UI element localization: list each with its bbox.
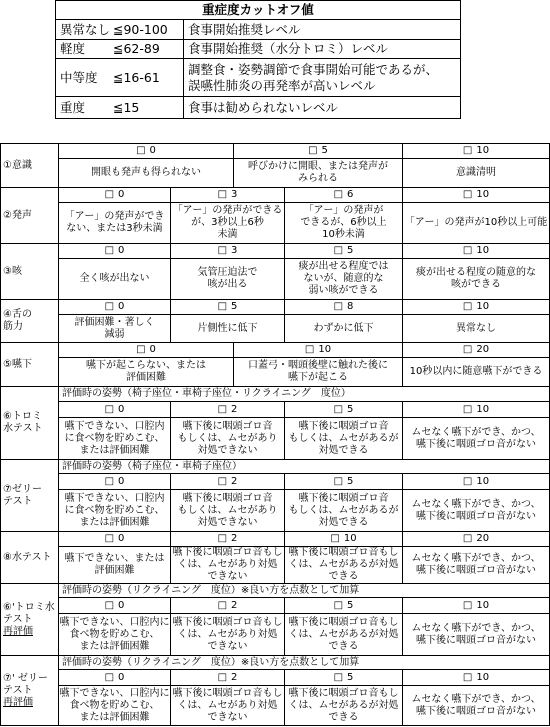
score-option[interactable]: [59, 598, 170, 613]
score-checkbox[interactable]: □: [333, 475, 344, 487]
score-value: 0: [149, 145, 156, 156]
score-option[interactable]: [171, 670, 284, 685]
score-checkbox[interactable]: □: [104, 189, 115, 200]
severity-level: 重度: [60, 99, 86, 115]
criterion-text: 嚥下後に咽頭ゴロ音 もしくは、ムセがあるが 対処できる: [288, 420, 399, 456]
score-option[interactable]: [59, 402, 170, 417]
criterion-cell: [171, 203, 284, 243]
criterion-cell: [171, 490, 284, 531]
criterion-text: 「アー」の発声が できるが、6秒以上 10秒未満: [300, 205, 387, 240]
criterion-text: 嚥下後に咽頭ゴロ音 もしくは、ムセがあり 対処できない: [177, 420, 278, 456]
score-option[interactable]: [234, 144, 402, 158]
criterion-cell: [403, 547, 549, 583]
item-name: ④舌の 筋力: [3, 309, 32, 332]
criterion-text: 10秒以内に随意嚥下ができる: [409, 366, 543, 377]
cutoff-description-cell: [184, 40, 460, 58]
item-name: ⑥トロミ 水テスト: [3, 411, 43, 434]
score-value: 0: [118, 671, 125, 683]
item-label-cell: [1, 300, 58, 342]
cutoff-description: 調整食・姿勢調節で食事開始可能であるが、 誤嚥性肺炎の再発率が高いレベル: [188, 61, 439, 93]
criterion-text: ムセなく嚥下ができ、かつ、 嚥下後に咽頭ゴロ音がない: [411, 693, 541, 717]
criterion-text: 嚥下後に咽頭ゴロ音もし くは、ムセがあるが対処 できる: [288, 687, 399, 723]
posture-instruction: 評価時の姿勢（椅子座位・車椅子座位）: [62, 460, 242, 472]
severity-level: 中等度: [60, 69, 98, 85]
item-label-cell: [1, 656, 58, 725]
cutoff-level-cell: [56, 40, 183, 58]
score-checkbox[interactable]: □: [333, 189, 344, 200]
cutoff-description-cell: [184, 20, 460, 39]
posture-instruction: 評価時の姿勢（リクライニング 度位）※良い方を点数として加算: [62, 584, 360, 596]
criterion-cell: [59, 315, 170, 342]
criterion-text: 嚥下できない、または 評価困難: [64, 553, 165, 576]
criterion-text: 嚥下後に咽頭ゴロ音もし くは、ムセがあるが対処 できる: [288, 547, 399, 582]
criterion-text: 意識清明: [456, 167, 496, 178]
item-label-cell: [1, 188, 58, 243]
score-option[interactable]: [403, 244, 549, 258]
item-label: [3, 411, 43, 435]
criterion-text: 「アー」の発声ができ ない、または3秒未満: [64, 211, 165, 234]
score-checkbox[interactable]: □: [217, 671, 228, 683]
score-checkbox[interactable]: □: [462, 599, 473, 611]
score-option[interactable]: [403, 343, 549, 357]
score-checkbox[interactable]: □: [462, 533, 473, 544]
score-checkbox[interactable]: □: [330, 533, 340, 544]
score-value: 10: [476, 475, 490, 487]
criterion-cell: [59, 418, 170, 459]
criterion-text: 気管圧迫法で 咳が出る: [197, 267, 258, 290]
score-option[interactable]: [171, 300, 284, 314]
score-checkbox[interactable]: □: [333, 403, 344, 415]
score-option[interactable]: [59, 144, 233, 158]
score-option[interactable]: [285, 244, 402, 258]
score-value: 6: [347, 189, 354, 200]
score-value: 8: [347, 301, 354, 312]
score-option[interactable]: [59, 343, 233, 357]
score-value: 10: [476, 145, 490, 156]
posture-instruction: 評価時の姿勢（リクライニング 度位）※良い方を点数として加算: [62, 656, 360, 668]
score-option[interactable]: [285, 598, 402, 613]
criterion-cell: [59, 490, 170, 531]
criterion-text: 嚥下後に咽頭ゴロ音もし くは、ムセがあり対処 できない: [172, 616, 283, 652]
criterion-text: 嚥下後に咽頭ゴロ音もし くは、ムセがあり対処 できない: [172, 547, 283, 582]
score-option[interactable]: [285, 402, 402, 417]
posture-instruction: 評価時の姿勢（椅子座位・車椅子座位・リクライニング 度位）: [62, 388, 351, 399]
score-value: 0: [118, 533, 125, 544]
criterion-text: 嚥下できない、口腔内 に食べ物を貯めこむ、 または評価困難: [64, 420, 165, 456]
score-option[interactable]: [285, 188, 402, 202]
criterion-cell: [403, 315, 549, 342]
severity-level: 異常なし: [60, 21, 111, 37]
score-checkbox[interactable]: □: [104, 403, 115, 415]
score-option[interactable]: [171, 188, 284, 202]
criterion-text: 痰が出せる程度の随意的な 咳ができる: [416, 267, 536, 290]
criterion-cell: [285, 686, 402, 725]
criterion-cell: [403, 614, 549, 655]
score-option[interactable]: [403, 144, 549, 158]
criterion-cell: [285, 259, 402, 299]
score-option[interactable]: [285, 532, 402, 546]
score-checkbox[interactable]: □: [136, 145, 146, 156]
criterion-cell: [403, 418, 549, 459]
criterion-cell: [285, 614, 402, 655]
re-evaluation-mark: 再評価: [3, 696, 33, 708]
item-name: ⑤嚥下: [3, 358, 32, 370]
score-option[interactable]: [234, 343, 402, 357]
score-option[interactable]: [403, 300, 549, 314]
score-checkbox[interactable]: □: [217, 599, 228, 611]
item-name: ⑦ゼリー テスト: [3, 483, 42, 507]
criterion-cell: [59, 686, 170, 725]
score-option[interactable]: [403, 188, 549, 202]
criterion-cell: [285, 547, 402, 583]
swallowing-assessment-table: [0, 143, 550, 726]
item-label-cell: [1, 460, 58, 531]
score-value: 5: [347, 403, 354, 415]
criterion-cell: [403, 203, 549, 243]
score-checkbox[interactable]: □: [104, 671, 115, 683]
score-value: 0: [149, 344, 156, 355]
cutoff-title: 重症度カットオフ値: [202, 2, 314, 17]
score-checkbox[interactable]: □: [304, 344, 315, 355]
item-label: [3, 266, 22, 278]
criterion-text: ムセなく嚥下ができ、かつ、 嚥下後に咽頭ゴロ音がない: [411, 553, 541, 576]
score-checkbox[interactable]: □: [462, 245, 473, 256]
criterion-text: ムセなく嚥下ができ、かつ、 嚥下後に咽頭ゴロ音がない: [411, 426, 541, 450]
score-option[interactable]: [403, 402, 549, 417]
score-option[interactable]: [403, 532, 549, 546]
score-value: 5: [347, 671, 354, 683]
criterion-cell: [285, 315, 402, 342]
cutoff-description-cell: [184, 59, 460, 96]
item-name: ⑧水テスト: [3, 551, 52, 563]
item-label: [3, 309, 32, 333]
item-label-cell: [1, 343, 58, 386]
score-value: 0: [118, 245, 125, 256]
criterion-text: 嚥下後に咽頭ゴロ音 もしくは、ムセがあり 対処できない: [177, 492, 278, 528]
criterion-text: 嚥下後に咽頭ゴロ音もし くは、ムセがあり対処 できない: [172, 687, 283, 723]
cutoff-level-cell: [56, 20, 183, 39]
score-option[interactable]: [171, 532, 284, 546]
score-option[interactable]: [285, 670, 402, 685]
criterion-cell: [403, 358, 549, 386]
score-option[interactable]: [59, 532, 170, 546]
criterion-text: 開眼も発声も得られない: [91, 167, 201, 178]
criterion-text: 呼びかけに開眼、または発声が みられる: [248, 161, 388, 184]
score-checkbox[interactable]: □: [333, 245, 344, 256]
criterion-cell: [285, 490, 402, 531]
criterion-text: 全く咳が出ない: [79, 273, 150, 284]
score-range: ≦15: [113, 99, 140, 115]
criterion-cell: [59, 547, 170, 583]
score-checkbox[interactable]: □: [104, 301, 115, 312]
score-value: 5: [231, 301, 238, 312]
score-option[interactable]: [403, 474, 549, 489]
criterion-text: 嚥下後に咽頭ゴロ音 もしくは、ムセがあるが 対処できる: [288, 492, 399, 528]
score-checkbox[interactable]: □: [333, 671, 344, 683]
score-value: 10: [476, 671, 490, 683]
item-label-cell: [1, 144, 58, 187]
score-value: 2: [231, 475, 238, 487]
item-label-cell: [1, 532, 58, 583]
score-option[interactable]: [59, 244, 170, 258]
item-label: [3, 602, 55, 638]
criterion-cell: [403, 686, 549, 725]
cutoff-description: 食事開始推奨（水分トロミ）レベル: [188, 41, 389, 56]
score-checkbox[interactable]: □: [462, 344, 473, 355]
score-checkbox[interactable]: □: [217, 301, 228, 312]
criterion-text: わずかに低下: [313, 322, 374, 334]
criterion-text: 評価困難・著しく 減弱: [74, 316, 155, 340]
cutoff-description-cell: [184, 97, 460, 118]
criterion-cell: [171, 686, 284, 725]
item-label: [3, 484, 42, 508]
re-evaluation-mark: 再評価: [3, 625, 33, 637]
item-label-cell: [1, 244, 58, 299]
criterion-text: 嚥下が起こらない、または 評価困難: [86, 360, 206, 383]
score-checkbox[interactable]: □: [104, 599, 115, 611]
cutoff-title-cell: [56, 1, 460, 19]
posture-instruction-cell: [59, 656, 549, 669]
criterion-text: 嚥下できない、口腔内 に食べ物を貯めこむ、 または評価困難: [64, 492, 165, 528]
severity-level: 軽度: [60, 41, 86, 56]
score-checkbox[interactable]: □: [104, 533, 115, 544]
score-value: 10: [476, 599, 490, 611]
item-name: ⑦' ゼリー テスト: [3, 672, 48, 696]
item-label: [3, 160, 32, 172]
score-checkbox[interactable]: □: [462, 671, 473, 683]
item-label: [3, 673, 48, 709]
criterion-text: 「アー」の発声が10秒以上可能: [404, 217, 548, 228]
score-value: 3: [231, 189, 238, 200]
cutoff-level-cell: [56, 59, 183, 96]
criterion-cell: [285, 418, 402, 459]
score-value: 10: [476, 403, 490, 415]
criterion-cell: [59, 259, 170, 299]
score-value: 0: [118, 403, 125, 415]
score-value: 2: [231, 533, 238, 544]
score-checkbox[interactable]: □: [104, 245, 115, 256]
criterion-text: 「アー」の発声ができる が、3秒以上6秒 未満: [172, 205, 283, 240]
score-value: 2: [231, 599, 238, 611]
item-name: ①意識: [3, 159, 32, 171]
item-label-cell: [1, 387, 58, 459]
cutoff-level-cell: [56, 97, 183, 118]
score-value: 20: [476, 344, 490, 355]
score-checkbox[interactable]: □: [462, 475, 473, 487]
score-checkbox[interactable]: □: [462, 145, 473, 156]
score-checkbox[interactable]: □: [217, 245, 228, 256]
score-range: ≦16-61: [113, 69, 160, 85]
score-checkbox[interactable]: □: [333, 599, 344, 611]
criterion-cell: [171, 259, 284, 299]
score-option[interactable]: [171, 402, 284, 417]
criterion-text: 片側性に低下: [197, 322, 258, 334]
criterion-cell: [171, 547, 284, 583]
score-value: 3: [231, 245, 238, 256]
item-label: [3, 552, 52, 564]
criterion-cell: [171, 315, 284, 342]
score-option[interactable]: [171, 474, 284, 489]
criterion-cell: [403, 490, 549, 531]
score-checkbox[interactable]: □: [462, 301, 473, 312]
score-value: 5: [347, 599, 354, 611]
score-range: ≦62-89: [113, 41, 160, 56]
score-value: 5: [347, 245, 354, 256]
cutoff-description: 食事は勧められないレベル: [188, 99, 339, 115]
criterion-cell: [403, 159, 549, 187]
score-checkbox[interactable]: □: [217, 403, 228, 415]
score-option[interactable]: [285, 474, 402, 489]
score-checkbox[interactable]: □: [136, 344, 146, 355]
score-value: 20: [476, 533, 490, 544]
score-value: 2: [231, 403, 238, 415]
score-checkbox[interactable]: □: [217, 189, 228, 200]
score-checkbox[interactable]: □: [217, 475, 228, 487]
criterion-text: ムセなく嚥下ができ、かつ、 嚥下後に咽頭ゴロ音がない: [411, 498, 541, 522]
score-value: 0: [118, 189, 125, 200]
score-value: 0: [118, 475, 125, 487]
criterion-cell: [171, 614, 284, 655]
posture-instruction-cell: [59, 460, 549, 473]
criterion-cell: [234, 358, 402, 386]
score-range: ≦90-100: [113, 21, 168, 37]
severity-cutoff-table: [55, 0, 461, 119]
item-name: ⑥'トロミ水 テスト: [3, 601, 55, 625]
score-value: 5: [321, 145, 328, 156]
item-label: [3, 210, 32, 222]
item-label-cell: [1, 584, 58, 655]
cutoff-description: 食事開始推奨レベル: [188, 21, 301, 37]
item-name: ③咳: [3, 265, 22, 277]
criterion-text: 嚥下できない、口腔内に 食べ物を貯めこむ、 または評価困難: [59, 687, 170, 723]
score-option[interactable]: [403, 670, 549, 685]
criterion-cell: [59, 614, 170, 655]
score-option[interactable]: [59, 188, 170, 202]
item-label: [3, 359, 32, 371]
score-option[interactable]: [59, 300, 170, 314]
score-value: 10: [476, 301, 490, 312]
criterion-cell: [234, 159, 402, 187]
score-value: 5: [347, 475, 354, 487]
score-checkbox[interactable]: □: [462, 403, 473, 415]
posture-instruction-cell: [59, 387, 549, 401]
score-checkbox[interactable]: □: [333, 301, 344, 312]
score-value: 10: [476, 189, 490, 200]
score-option[interactable]: [59, 670, 170, 685]
score-value: 10: [476, 245, 490, 256]
score-value: 0: [118, 301, 125, 312]
criterion-text: 嚥下できない、口腔内に 食べ物を貯めこむ、 または評価困難: [59, 616, 170, 652]
score-option[interactable]: [171, 598, 284, 613]
score-option[interactable]: [403, 598, 549, 613]
criterion-text: 異常なし: [456, 322, 496, 334]
score-checkbox[interactable]: □: [308, 145, 318, 156]
criterion-text: ムセなく嚥下ができ、かつ、 嚥下後に咽頭ゴロ音がない: [411, 622, 541, 646]
item-name: ②発声: [3, 209, 32, 221]
criterion-text: 痰が出せる程度では ないが、随意的な 弱い咳ができる: [298, 261, 389, 296]
score-option[interactable]: [285, 300, 402, 314]
criterion-cell: [403, 259, 549, 299]
criterion-text: 嚥下後に咽頭ゴロ音もし くは、ムセがあるが対処 できる: [288, 616, 399, 652]
score-option[interactable]: [59, 474, 170, 489]
score-value: 10: [318, 344, 332, 355]
criterion-text: 口蓋弓・咽頭後壁に触れた後に 嚥下が起こる: [248, 360, 388, 383]
score-checkbox[interactable]: □: [104, 475, 115, 487]
posture-instruction-cell: [59, 584, 549, 597]
criterion-cell: [59, 159, 233, 187]
score-value: 0: [118, 599, 125, 611]
criterion-cell: [171, 418, 284, 459]
score-value: 2: [231, 671, 238, 683]
score-checkbox[interactable]: □: [462, 189, 473, 200]
criterion-cell: [285, 203, 402, 243]
score-checkbox[interactable]: □: [217, 533, 228, 544]
criterion-cell: [59, 203, 170, 243]
criterion-cell: [59, 358, 233, 386]
score-value: 10: [343, 533, 357, 544]
score-option[interactable]: [171, 244, 284, 258]
